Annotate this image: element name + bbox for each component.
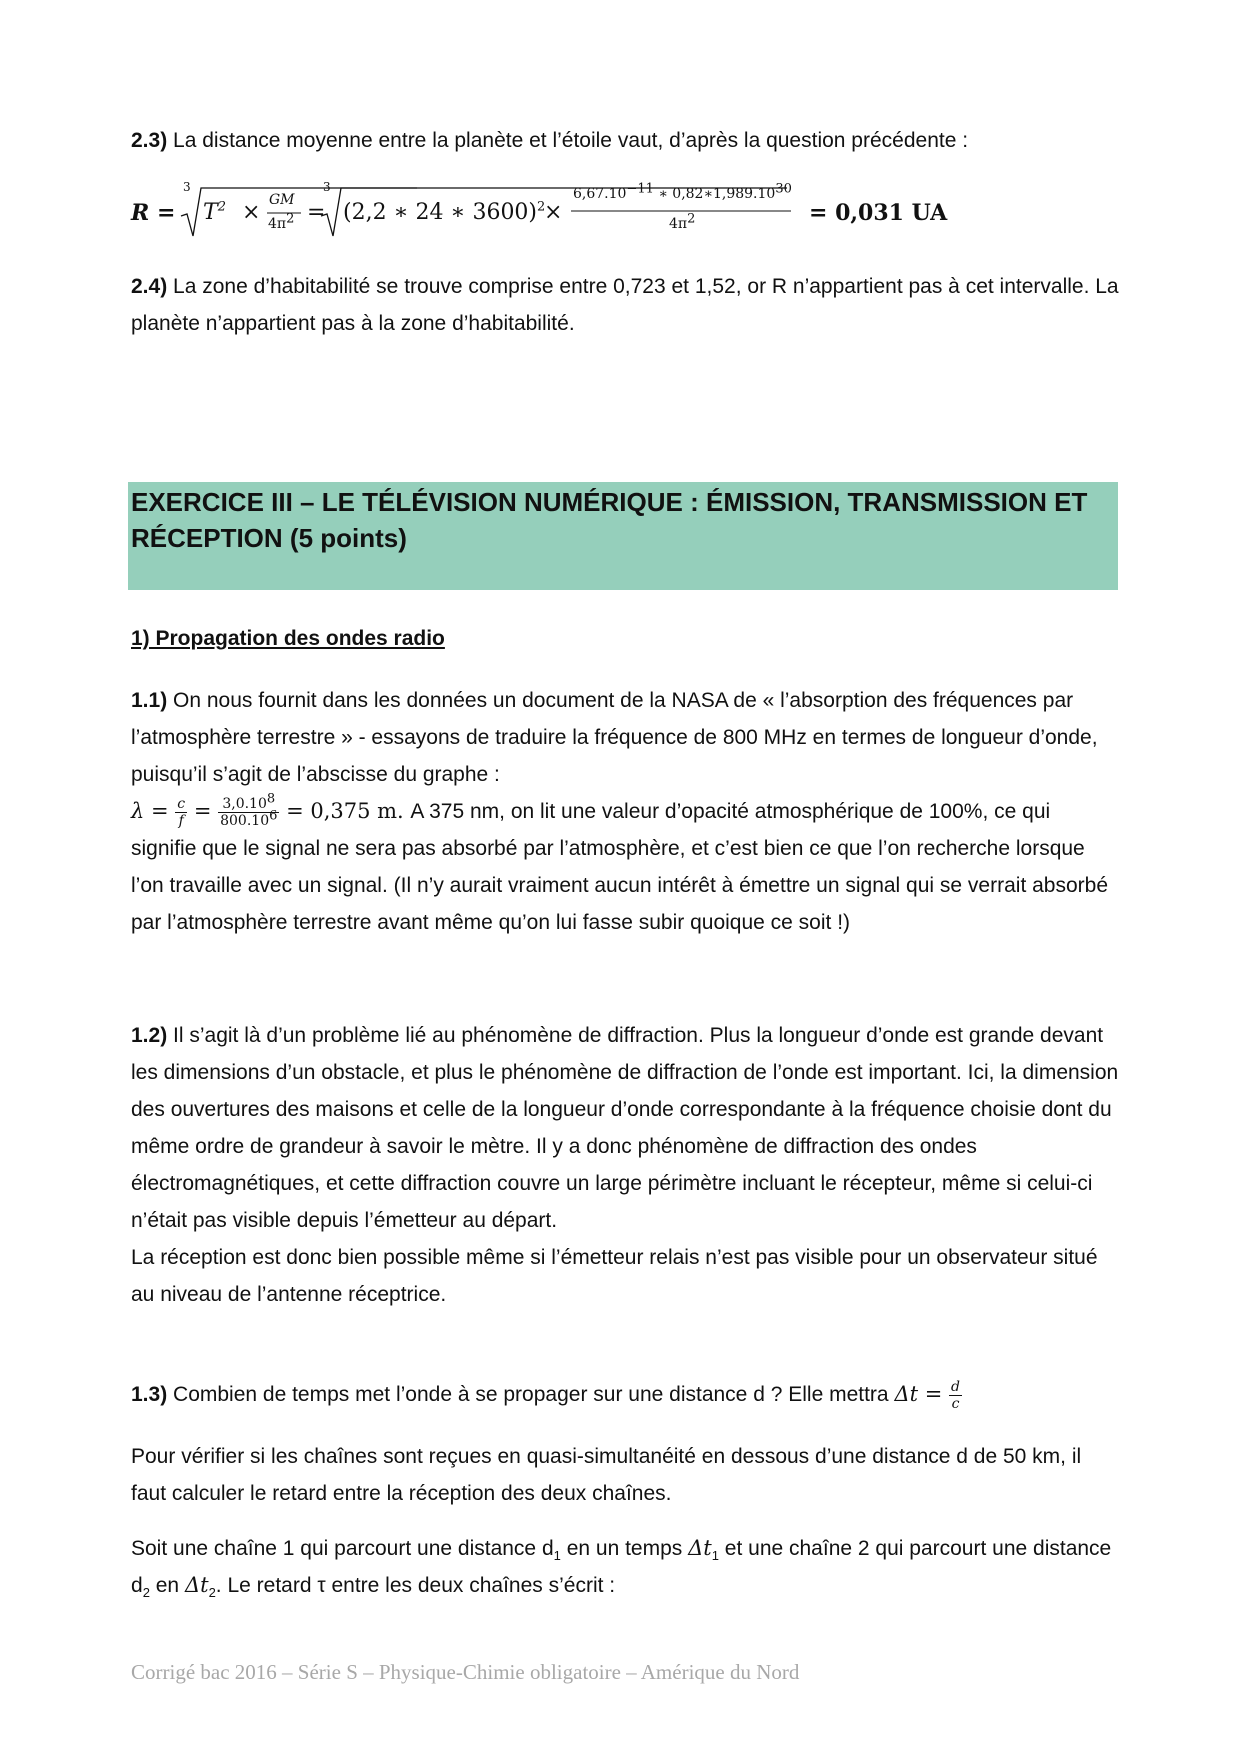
question-number: 1.1): [131, 689, 168, 712]
subscript: 1: [553, 1548, 561, 1564]
subscript: 1: [711, 1548, 719, 1564]
eq-lhs: R =: [131, 200, 176, 226]
eq-times-2: ×: [544, 200, 563, 225]
question-2-4: [131, 268, 1121, 342]
question-number: 1.2): [131, 1024, 168, 1047]
eq-root-index-2: 3: [323, 180, 331, 194]
text: . Le retard τ entre les deux chaînes s’écrit :: [215, 1574, 616, 1597]
eq-equals: =: [307, 200, 326, 225]
subscript: 2: [142, 1585, 150, 1601]
delta-t-formula: Δt = $\frac{d}{c}$: [894, 1379, 960, 1412]
question-text: On nous fournit dans les données un document de la NASA de « l’absorption des fréquences par l’atmosphère terrestre » - essayons de traduire la fréquence de 800 MHz en termes de longueur d’onde, puisqu’il s’agit de l’abscisse du graphe :: [131, 689, 1098, 786]
exercise-title: EXERCICE III – LE TÉLÉVISION NUMÉRIQUE : ÉMISSION, TRANSMISSION ET RÉCEPTION (5 points): [131, 487, 1088, 553]
lambda-formula: λ = $\frac{c}{f}$ = $\frac{3,0.10^8}{800.10^6}$ = 0,375 m.: [131, 791, 404, 829]
delta-t1: Δt: [688, 1536, 712, 1560]
question-text: Combien de temps met l’onde à se propager sur une distance d ? Elle mettra: [173, 1383, 889, 1406]
section-title: 1) Propagation des ondes radio: [131, 627, 445, 650]
eq-big-numerator: $6,67.10^{-11}$ ∗ 0,82∗1,989.10$^{30}$: [573, 181, 792, 202]
text: en un temps: [560, 1537, 689, 1560]
eq-paren: (2,2 ∗ 24 ∗ 3600)$^2$: [343, 199, 546, 225]
paragraph-text: Pour vérifier si les chaînes sont reçues en quasi-simultanéité en dessous d’une distance d de 50 km, il faut calculer le retard entre la réception des deux chaînes.: [131, 1445, 1082, 1505]
eq-root-index: 3: [183, 180, 191, 194]
question-number: 2.3): [131, 129, 168, 152]
question-text: La distance moyenne entre la planète et l’étoile vaut, d’après la question précédente :: [173, 129, 969, 152]
eq-result: = 0,031 UA: [809, 200, 948, 226]
eq-times: ×: [242, 200, 261, 225]
equation-r: [131, 178, 1131, 258]
question-1-3: [131, 1376, 1121, 1413]
eq-t: $T^2$: [203, 199, 226, 225]
text: en: [149, 1574, 185, 1597]
eq-fraction-bar-1: [267, 212, 301, 214]
eq-fraction-bar-2: [571, 210, 791, 212]
question-1-1: [131, 682, 1121, 941]
text: et une chaîne 2 qui parcourt une distance d: [131, 1537, 1112, 1597]
question-text-continued: A 375 nm, on lit une valeur d’opacité atmosphérique de 100%, ce qui signifie que le signal ne sera pas absorbé par l’atmosphère, et c’est bien ce que l’on recherche lorsque l’on travaille avec un signal. (Il n’y aurait vraiment aucun intérêt à émettre un signal qui se verrait absorbé par l’atmosphère terrestre avant même qu’on lui fasse subir quoique ce soit !): [131, 800, 1109, 934]
paragraph-verification: [131, 1438, 1121, 1512]
question-text-conclusion: La réception est donc bien possible même si l’émetteur relais n’est pas visible pour un observateur situé au niveau de l’antenne réceptrice.: [131, 1246, 1098, 1306]
question-text: Il s’agit là d’un problème lié au phénomène de diffraction. Plus la longueur d’onde est grande devant les dimensions d’un obstacle, et plus le phénomène de diffraction de l’onde est important. Ici, la dimension des ouvertures des maisons et celle de la longueur d’onde correspondante à la fréquence choisie dont du même ordre de grandeur à savoir le mètre. Il y a donc phénomène de diffraction des ondes électromagnétiques, et cette diffraction couvre un large périmètre incluant le récepteur, même si celui-ci n’était pas visible depuis l’émetteur au départ.: [131, 1024, 1119, 1232]
delta-t2: Δt: [184, 1573, 209, 1597]
question-number: 1.3): [131, 1383, 168, 1406]
question-1-2: [131, 1017, 1121, 1313]
subscript: 2: [208, 1585, 216, 1601]
page-footer: Corrigé bac 2016 – Série S – Physique-Chimie obligatoire – Amérique du Nord: [131, 1660, 800, 1684]
question-text: La zone d’habitabilité se trouve comprise entre 0,723 et 1,52, or R n’appartient pas à cet intervalle. La planète n’appartient pas à la zone d’habitabilité.: [131, 275, 1119, 335]
eq-4pi2: $4\pi^2$: [268, 211, 295, 232]
question-2-3: [131, 122, 1121, 159]
question-number: 2.4): [131, 275, 168, 298]
paragraph-chaines: [131, 1530, 1121, 1604]
text: Soit une chaîne 1 qui parcourt une distance d: [131, 1537, 554, 1560]
eq-gm: GM: [269, 192, 295, 208]
eq-big-denominator: $4\pi^2$: [669, 211, 696, 232]
